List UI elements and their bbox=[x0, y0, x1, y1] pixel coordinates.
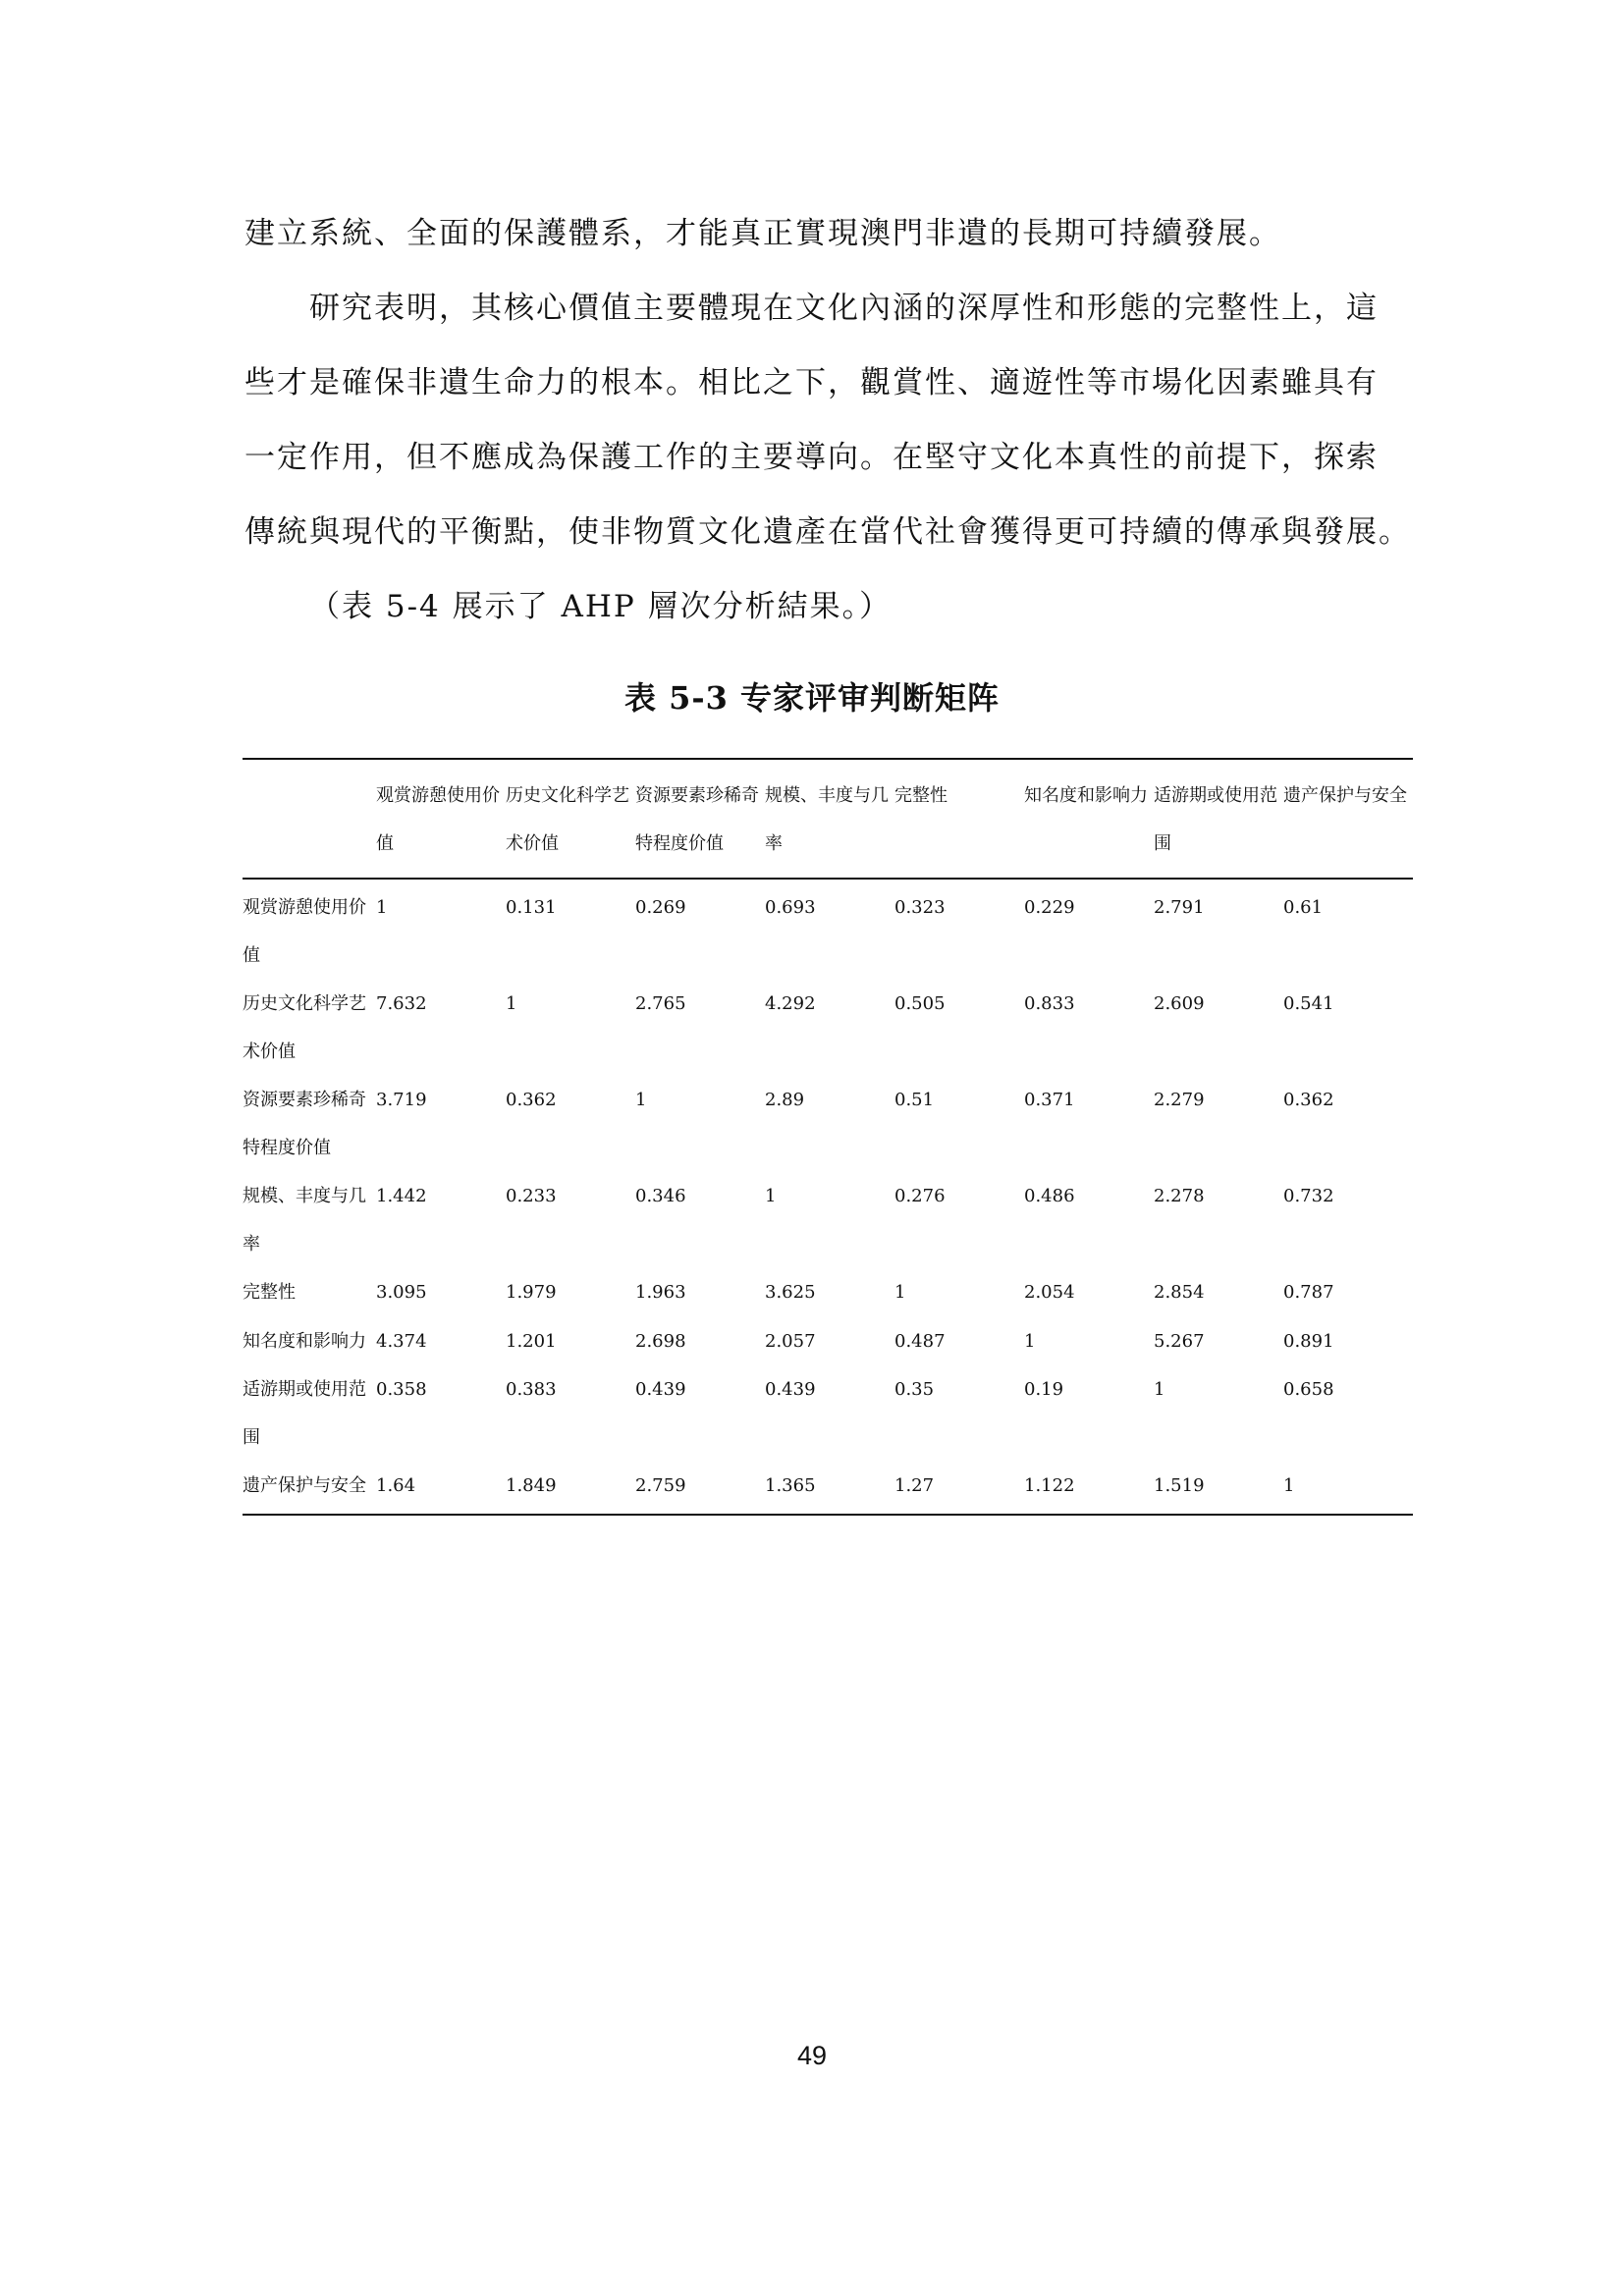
row-label: 知名度和影响力 bbox=[243, 1331, 366, 1352]
table-cell: 2.765 bbox=[635, 993, 686, 1014]
table-cell: 0.891 bbox=[1283, 1331, 1334, 1352]
paragraph-line: 建立系統、全面的保護體系，才能真正實現澳門非遺的長期可持續發展。 bbox=[244, 216, 1281, 251]
row-label: 资源要素珍稀奇特程度价值 bbox=[243, 1090, 366, 1158]
table-row bbox=[243, 1462, 1413, 1515]
table-header-row bbox=[243, 759, 1413, 879]
table-cell: 0.51 bbox=[894, 1090, 935, 1110]
table-cell: 2.791 bbox=[1154, 897, 1205, 918]
table-row bbox=[243, 1172, 1413, 1268]
table-cell: 1.64 bbox=[376, 1462, 506, 1515]
table-cell: 3.719 bbox=[376, 1090, 427, 1110]
table-row bbox=[243, 879, 1413, 980]
table-cell: 0.486 bbox=[1024, 1186, 1075, 1206]
table-cell: 0.732 bbox=[1283, 1186, 1334, 1206]
table-cell: 0.362 bbox=[506, 1090, 557, 1110]
column-header: 观赏游憩使用价值 bbox=[376, 759, 506, 879]
table-cell: 1 bbox=[376, 897, 388, 918]
table-cell: 0.131 bbox=[506, 897, 557, 918]
paragraph-line: （表 5-4 展示了 AHP 層次分析結果。） bbox=[309, 589, 893, 624]
page-number: 49 bbox=[796, 2041, 828, 2070]
table-cell: 1.519 bbox=[1154, 1462, 1283, 1515]
table-cell: 2.057 bbox=[765, 1331, 816, 1352]
table-cell: 0.439 bbox=[635, 1379, 686, 1400]
table-cell: 1 bbox=[635, 1090, 647, 1110]
table-cell: 1.849 bbox=[506, 1462, 635, 1515]
table-cell: 1.201 bbox=[506, 1331, 557, 1352]
table-cell: 0.371 bbox=[1024, 1090, 1075, 1110]
table-cell: 0.35 bbox=[894, 1379, 935, 1400]
table-row bbox=[243, 1076, 1413, 1172]
table-cell: 4.374 bbox=[376, 1331, 427, 1352]
table-row bbox=[243, 980, 1413, 1076]
table-cell: 0.658 bbox=[1283, 1379, 1334, 1400]
table-cell: 3.625 bbox=[765, 1282, 816, 1303]
column-header: 适游期或使用范围 bbox=[1154, 759, 1283, 879]
table-cell: 0.383 bbox=[506, 1379, 557, 1400]
table-cell: 1 bbox=[765, 1186, 777, 1206]
column-header: 资源要素珍稀奇特程度价值 bbox=[635, 759, 765, 879]
table-cell: 1.122 bbox=[1024, 1462, 1154, 1515]
table-cell: 0.833 bbox=[1024, 993, 1075, 1014]
table-cell: 5.267 bbox=[1154, 1331, 1205, 1352]
paragraph-line: 些才是確保非遺生命力的根本。相比之下，觀賞性、適遊性等市場化因素雖具有 bbox=[244, 365, 1379, 400]
table-cell: 1.963 bbox=[635, 1282, 686, 1303]
table-cell: 7.632 bbox=[376, 993, 427, 1014]
table-cell: 1.365 bbox=[765, 1462, 894, 1515]
table-cell: 1.27 bbox=[894, 1462, 1024, 1515]
table-row bbox=[243, 1268, 1413, 1317]
table-cell: 0.362 bbox=[1283, 1090, 1334, 1110]
paragraph-line: 研究表明，其核心價值主要體現在文化內涵的深厚性和形態的完整性上，這 bbox=[309, 291, 1379, 326]
table-cell: 0.19 bbox=[1024, 1379, 1064, 1400]
row-label: 遗产保护与安全 bbox=[243, 1462, 376, 1515]
table-cell: 3.095 bbox=[376, 1282, 427, 1303]
row-label: 观赏游憩使用价值 bbox=[243, 897, 366, 966]
table-cell: 0.693 bbox=[765, 897, 816, 918]
table-cell: 0.233 bbox=[506, 1186, 557, 1206]
paragraph-line: 一定作用，但不應成為保護工作的主要導向。在堅守文化本真性的前提下，探索 bbox=[244, 440, 1379, 475]
table-cell: 0.787 bbox=[1283, 1282, 1334, 1303]
table-title: 表 5-3 专家评审判断矩阵 bbox=[623, 679, 1001, 717]
table-cell: 2.854 bbox=[1154, 1282, 1205, 1303]
table-cell: 0.541 bbox=[1283, 993, 1334, 1014]
table-cell: 0.505 bbox=[894, 993, 946, 1014]
column-header: 完整性 bbox=[894, 759, 1024, 879]
table-cell: 0.61 bbox=[1283, 897, 1324, 918]
table-cell: 1 bbox=[1024, 1331, 1036, 1352]
table-cell: 0.487 bbox=[894, 1331, 946, 1352]
table-cell: 2.278 bbox=[1154, 1186, 1205, 1206]
table-cell: 2.609 bbox=[1154, 993, 1205, 1014]
table-cell: 0.269 bbox=[635, 897, 686, 918]
column-header: 知名度和影响力 bbox=[1024, 759, 1154, 879]
table-cell: 1 bbox=[1283, 1462, 1413, 1515]
judgment-matrix-table bbox=[243, 758, 1413, 1516]
row-label: 适游期或使用范围 bbox=[243, 1379, 366, 1448]
table-cell: 0.439 bbox=[765, 1379, 816, 1400]
row-label: 规模、丰度与几率 bbox=[243, 1186, 366, 1255]
row-label: 完整性 bbox=[243, 1282, 296, 1303]
table-cell: 0.276 bbox=[894, 1186, 946, 1206]
table-cell: 1 bbox=[1154, 1379, 1165, 1400]
table-cell: 2.698 bbox=[635, 1331, 686, 1352]
column-header: 历史文化科学艺术价值 bbox=[506, 759, 635, 879]
table-cell: 4.292 bbox=[765, 993, 816, 1014]
table-cell: 1.442 bbox=[376, 1186, 427, 1206]
table-cell: 1 bbox=[894, 1282, 906, 1303]
table-row bbox=[243, 1365, 1413, 1462]
body-text bbox=[244, 196, 1411, 644]
table-cell: 2.054 bbox=[1024, 1282, 1075, 1303]
table-row bbox=[243, 1317, 1413, 1365]
table-cell: 1.979 bbox=[506, 1282, 557, 1303]
column-header bbox=[243, 759, 376, 879]
table-cell: 2.759 bbox=[635, 1462, 765, 1515]
table-cell: 1 bbox=[506, 993, 517, 1014]
table-cell: 2.279 bbox=[1154, 1090, 1205, 1110]
table-cell: 0.229 bbox=[1024, 897, 1075, 918]
table-cell: 2.89 bbox=[765, 1090, 805, 1110]
column-header: 遗产保护与安全 bbox=[1283, 759, 1413, 879]
column-header: 规模、丰度与几率 bbox=[765, 759, 894, 879]
table-cell: 0.358 bbox=[376, 1379, 427, 1400]
table-cell: 0.323 bbox=[894, 897, 946, 918]
paragraph-line: 傳統與現代的平衡點，使非物質文化遺產在當代社會獲得更可持續的傳承與發展。 bbox=[244, 514, 1411, 550]
row-label: 历史文化科学艺术价值 bbox=[243, 993, 366, 1062]
table-cell: 0.346 bbox=[635, 1186, 686, 1206]
